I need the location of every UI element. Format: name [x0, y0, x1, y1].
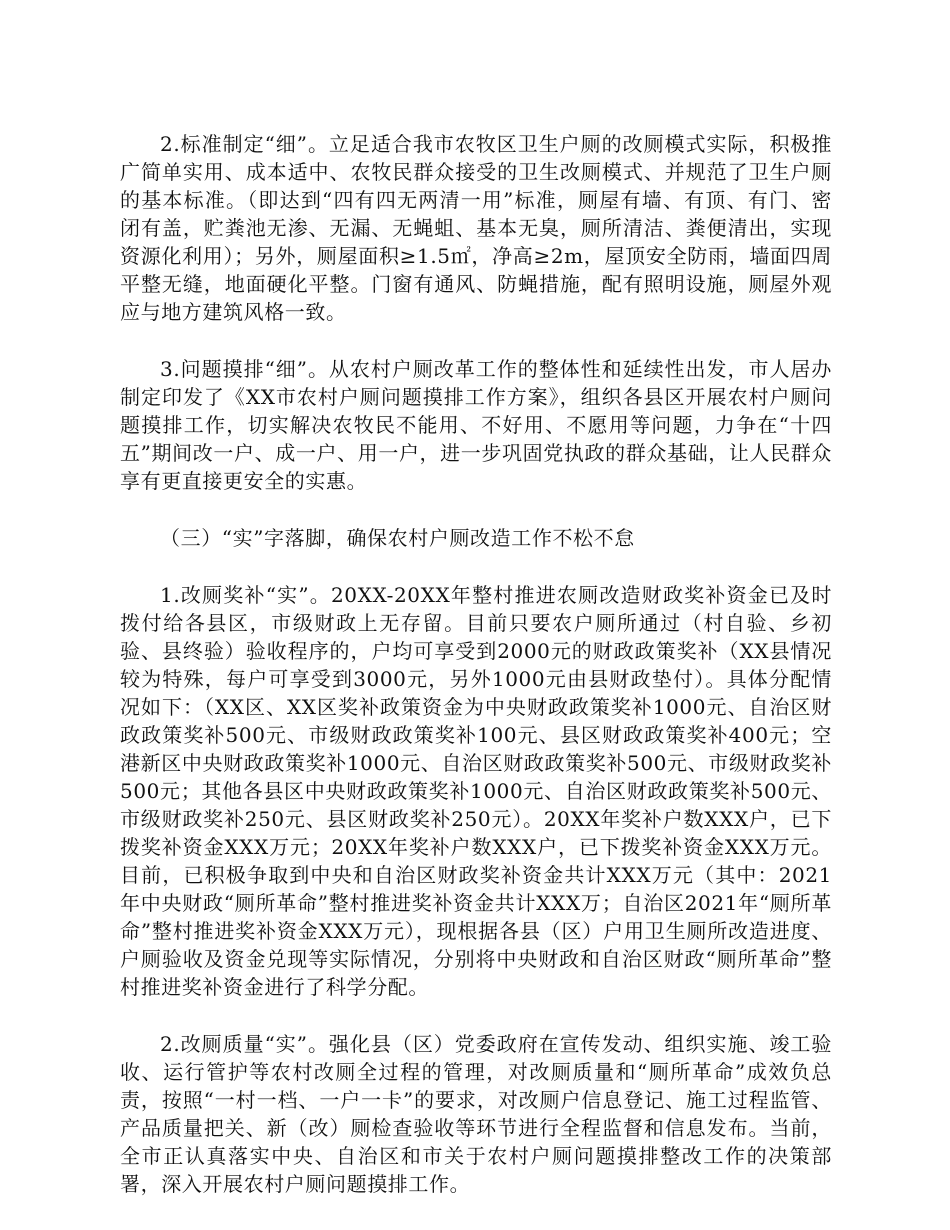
paragraph-subsidy: 1.改厕奖补“实”。20XX-20XX年整村推进农厕改造财政奖补资金已及时拨付给各县区，市级财政上无存留。目前只要农户厕所通过（村自验、乡初验、县终验）验收程序的，户均可享受到2000元的财政政策奖补（XX县情况较为特殊，每户可享受到3000元，另外1000元由县财政垫付）。具体分配情况如下：（XX区、XX区奖补政策资金为中央财政政策奖补1000元、自治区财政政策奖补500元、市级财政政策奖补100元、县区财政政策奖补400元；空港新区中央财政政策奖补1000元、自治区财政政策奖补500元、市级财政奖补500元；其他各县区中央财政政策奖补1000元、自治区财政政策奖补500元、市级财政奖补250元、县区财政奖补250元）。20XX年奖补户数XXX户，已下拨奖补资金XXX万元；20XX年奖补户数XXX户，已下拨奖补资金XXX万元。目前，已积极争取到中央和自治区财政奖补资金共计XXX万元（其中：2021年中央财政“厕所革命”整村推进奖补资金共计XXX万；自治区2021年“厕所革命”整村推进奖补资金XXX万元），现根据各县（区）户用卫生厕所改造进度、户厕验收及资金兑现等实际情况，分别将中央财政和自治区财政“厕所革命”整村推进奖补资金进行了科学分配。 — [120, 583, 832, 999]
section-heading-3: （三）“实”字落脚，确保农村户厕改造工作不松不怠 — [160, 526, 635, 550]
document-body — [120, 130, 832, 1227]
paragraph-problem-screening: 3.问题摸排“细”。从农村户厕改革工作的整体性和延续性出发，市人居办制定印发了《XX市农村户厕问题摸排工作方案》，组织各县区开展农村户厕问题摸排工作，切实解决农牧民不能用、不好用、不愿用等问题，力争在“十四五”期间改一户、成一户、用一户，进一步巩固党执政的群众基础，让人民群众享有更直接更安全的实惠。 — [120, 357, 832, 493]
paragraph-quality: 2.改厕质量“实”。强化县（区）党委政府在宣传发动、组织实施、竣工验收、运行管护等农村改厕全过程的管理，对改厕质量和“厕所革命”成效负总责，按照“一村一档、一户一卡”的要求，对改厕户信息登记、施工过程监管、产品质量把关、新（改）厕检查验收等环节进行全程监督和信息发布。当前，全市正认真落实中央、自治区和市关于农村户厕问题摸排整改工作的决策部署，深入开展农村户厕问题摸排工作。 — [120, 1032, 832, 1196]
paragraph-standard-setting: 2.标准制定“细”。立足适合我市农牧区卫生户厕的改厕模式实际，积极推广简单实用、成本适中、农牧民群众接受的卫生改厕模式、并规范了卫生户厕的基本标准。（即达到“四有四无两清一用”标准，厕屋有墙、有顶、有门、密闭有盖，贮粪池无渗、无漏、无蝇蛆、基本无臭，厕所清洁、粪便清出，实现资源化利用）；另外，厕屋面积≥1.5㎡，净高≥2m，屋顶安全防雨，墙面四周平整无缝，地面硬化平整。门窗有通风、防蝇措施，配有照明设施，厕屋外观应与地方建筑风格一致。 — [120, 132, 832, 324]
